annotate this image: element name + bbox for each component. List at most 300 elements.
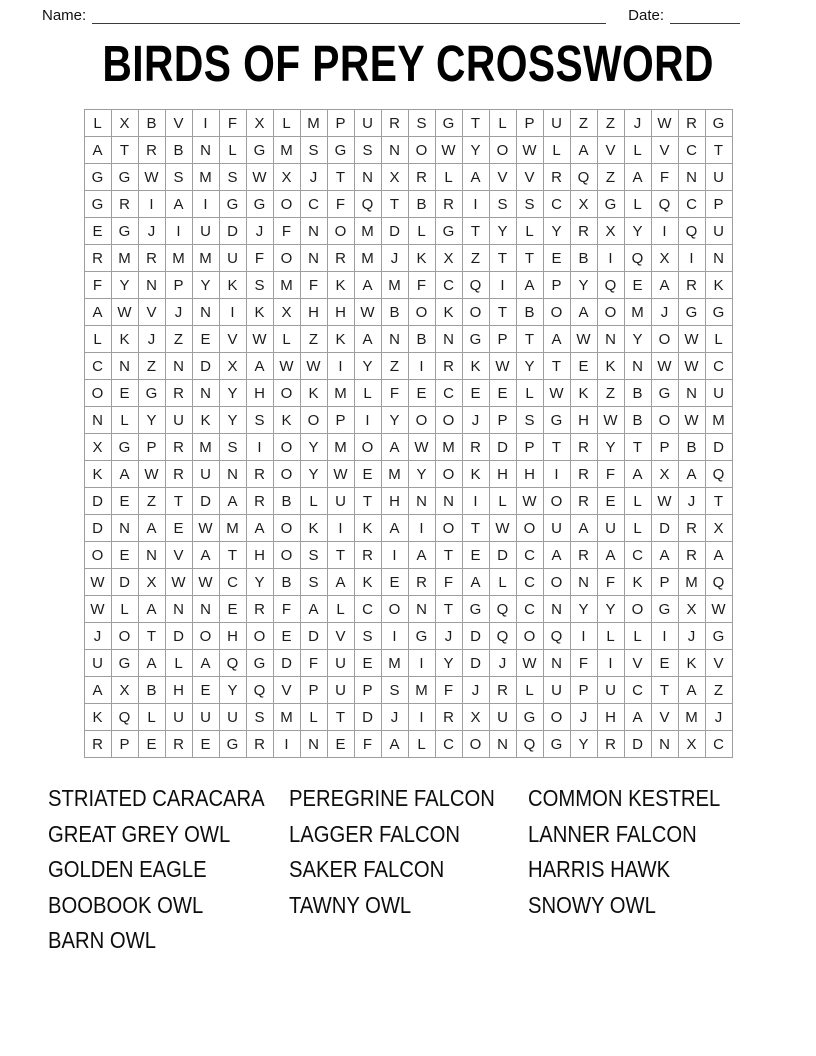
grid-cell: R [679, 515, 706, 542]
grid-cell: M [301, 110, 328, 137]
grid-cell: V [166, 542, 193, 569]
grid-cell: W [193, 515, 220, 542]
grid-cell: Y [409, 461, 436, 488]
grid-cell: T [328, 704, 355, 731]
grid-cell: E [571, 353, 598, 380]
grid-cell: G [112, 650, 139, 677]
grid-cell: Q [598, 272, 625, 299]
grid-cell: M [382, 272, 409, 299]
grid-cell: T [544, 353, 571, 380]
grid-cell: T [139, 623, 166, 650]
grid-cell: B [625, 380, 652, 407]
grid-cell: W [274, 353, 301, 380]
grid-cell: R [679, 542, 706, 569]
grid-cell: V [517, 164, 544, 191]
grid-cell: Y [490, 218, 517, 245]
grid-cell: A [220, 488, 247, 515]
grid-cell: I [409, 650, 436, 677]
grid-cell: J [490, 650, 517, 677]
grid-cell: X [463, 704, 490, 731]
grid-cell: B [679, 434, 706, 461]
grid-cell: R [247, 488, 274, 515]
grid-cell: T [706, 137, 733, 164]
grid-cell: F [409, 272, 436, 299]
grid-cell: D [112, 569, 139, 596]
grid-cell: A [382, 515, 409, 542]
grid-cell: M [274, 137, 301, 164]
grid-cell: O [112, 623, 139, 650]
grid-cell: G [544, 731, 571, 758]
grid-cell: K [355, 515, 382, 542]
word-list-item: LANNER FALCON [528, 820, 697, 847]
grid-cell: P [139, 434, 166, 461]
grid-cell: G [706, 299, 733, 326]
grid-cell: G [544, 407, 571, 434]
grid-cell: P [112, 731, 139, 758]
grid-cell: N [220, 461, 247, 488]
grid-cell: T [355, 488, 382, 515]
grid-cell: G [85, 164, 112, 191]
grid-cell: D [85, 515, 112, 542]
grid-cell: M [409, 677, 436, 704]
grid-cell: I [409, 353, 436, 380]
grid-cell: A [652, 542, 679, 569]
grid-cell: E [463, 380, 490, 407]
grid-cell: P [517, 434, 544, 461]
grid-cell: I [598, 245, 625, 272]
grid-cell: U [355, 110, 382, 137]
grid-cell: I [193, 191, 220, 218]
grid-cell: A [139, 596, 166, 623]
grid-cell: W [301, 353, 328, 380]
grid-cell: A [544, 542, 571, 569]
grid-cell: A [409, 542, 436, 569]
grid-cell: A [463, 569, 490, 596]
grid-cell: E [139, 731, 166, 758]
grid-cell: N [490, 731, 517, 758]
page-title: BIRDS OF PREY CROSSWORD [102, 35, 714, 92]
grid-cell: L [544, 137, 571, 164]
grid-cell: M [193, 245, 220, 272]
grid-cell: I [193, 110, 220, 137]
grid-cell: A [355, 272, 382, 299]
grid-cell: M [112, 245, 139, 272]
grid-cell: N [301, 731, 328, 758]
grid-cell: A [247, 515, 274, 542]
grid-cell: A [301, 596, 328, 623]
grid-cell: R [247, 731, 274, 758]
grid-cell: A [625, 704, 652, 731]
grid-cell: Y [436, 650, 463, 677]
grid-cell: S [355, 137, 382, 164]
grid-cell: T [112, 137, 139, 164]
grid-cell: T [544, 434, 571, 461]
grid-cell: K [355, 569, 382, 596]
word-list-item: BARN OWL [48, 927, 156, 954]
grid-cell: A [193, 542, 220, 569]
grid-cell: B [274, 488, 301, 515]
grid-cell: J [247, 218, 274, 245]
grid-cell: U [706, 380, 733, 407]
grid-cell: N [193, 596, 220, 623]
grid-cell: H [571, 407, 598, 434]
grid-cell: Y [220, 380, 247, 407]
grid-cell: G [436, 218, 463, 245]
grid-cell: S [517, 407, 544, 434]
grid-cell: E [112, 542, 139, 569]
grid-cell: I [409, 704, 436, 731]
grid-cell: I [355, 407, 382, 434]
grid-cell: B [571, 245, 598, 272]
grid-cell: A [706, 542, 733, 569]
grid-cell: L [139, 704, 166, 731]
grid-cell: L [409, 218, 436, 245]
grid-cell: H [247, 380, 274, 407]
grid-cell: J [382, 245, 409, 272]
grid-cell: U [193, 704, 220, 731]
grid-cell: H [220, 623, 247, 650]
grid-cell: Y [625, 326, 652, 353]
grid-cell: O [382, 596, 409, 623]
grid-cell: W [517, 137, 544, 164]
grid-cell: U [544, 515, 571, 542]
grid-cell: K [301, 380, 328, 407]
grid-cell: Y [139, 407, 166, 434]
grid-cell: D [85, 488, 112, 515]
grid-cell: L [301, 488, 328, 515]
grid-cell: U [598, 677, 625, 704]
grid-cell: P [652, 434, 679, 461]
grid-cell: P [328, 110, 355, 137]
grid-cell: V [139, 299, 166, 326]
grid-cell: O [544, 704, 571, 731]
grid-cell: B [166, 137, 193, 164]
word-list-item: LAGGER FALCON [289, 820, 460, 847]
grid-cell: D [193, 353, 220, 380]
grid-cell: T [463, 110, 490, 137]
word-list-column [48, 781, 289, 959]
grid-cell: C [625, 677, 652, 704]
grid-cell: X [274, 164, 301, 191]
grid-cell: K [409, 245, 436, 272]
grid-cell: F [301, 650, 328, 677]
grid-cell: N [598, 326, 625, 353]
grid-cell: R [571, 461, 598, 488]
grid-cell: A [85, 137, 112, 164]
grid-cell: I [274, 731, 301, 758]
word-list-item: SAKER FALCON [289, 856, 445, 883]
word-list-item: GOLDEN EAGLE [48, 856, 207, 883]
grid-cell: A [85, 299, 112, 326]
grid-cell: P [490, 326, 517, 353]
grid-cell: M [193, 434, 220, 461]
grid-cell: R [409, 569, 436, 596]
grid-cell: R [85, 245, 112, 272]
grid-cell: J [166, 299, 193, 326]
grid-cell: S [247, 407, 274, 434]
grid-cell: O [328, 218, 355, 245]
grid-cell: W [85, 596, 112, 623]
grid-cell: A [382, 731, 409, 758]
grid-cell: T [166, 488, 193, 515]
grid-cell: X [652, 461, 679, 488]
grid-cell: G [220, 731, 247, 758]
grid-cell: E [193, 731, 220, 758]
grid-cell: W [112, 299, 139, 326]
grid-cell: I [166, 218, 193, 245]
grid-cell: T [328, 542, 355, 569]
grid-cell: R [247, 596, 274, 623]
grid-cell: U [490, 704, 517, 731]
grid-cell: R [112, 191, 139, 218]
grid-cell: W [193, 569, 220, 596]
grid-cell: Q [517, 731, 544, 758]
grid-cell: U [166, 704, 193, 731]
grid-cell: U [706, 164, 733, 191]
grid-cell: X [679, 596, 706, 623]
grid-cell: L [625, 488, 652, 515]
grid-cell: F [436, 677, 463, 704]
grid-cell: Q [679, 218, 706, 245]
grid-cell: R [382, 110, 409, 137]
grid-cell: U [85, 650, 112, 677]
grid-cell: G [598, 191, 625, 218]
grid-cell: N [193, 299, 220, 326]
grid-cell: Q [490, 623, 517, 650]
grid-cell: K [571, 380, 598, 407]
grid-cell: S [517, 191, 544, 218]
grid-cell: E [598, 488, 625, 515]
grid-cell: S [490, 191, 517, 218]
grid-cell: A [625, 461, 652, 488]
word-list-item: SNOWY OWL [528, 891, 656, 918]
grid-cell: Y [571, 596, 598, 623]
grid-cell: W [544, 380, 571, 407]
word-list-item: STRIATED CARACARA [48, 785, 265, 811]
grid-cell: H [517, 461, 544, 488]
grid-cell: A [112, 461, 139, 488]
grid-cell: T [517, 326, 544, 353]
grid-cell: L [598, 623, 625, 650]
grid-cell: A [625, 164, 652, 191]
grid-cell: W [706, 596, 733, 623]
grid-cell: J [382, 704, 409, 731]
grid-cell: R [166, 434, 193, 461]
grid-cell: W [679, 353, 706, 380]
grid-cell: W [490, 353, 517, 380]
grid-cell: I [220, 299, 247, 326]
grid-cell: C [544, 191, 571, 218]
grid-cell: A [139, 650, 166, 677]
grid-cell: G [112, 218, 139, 245]
grid-cell: Y [463, 137, 490, 164]
grid-cell: V [625, 650, 652, 677]
grid-cell: G [247, 650, 274, 677]
grid-cell: G [652, 380, 679, 407]
grid-cell: G [85, 191, 112, 218]
grid-cell: P [517, 110, 544, 137]
grid-cell: L [625, 191, 652, 218]
grid-cell: R [247, 461, 274, 488]
grid-cell: I [679, 245, 706, 272]
grid-cell: N [85, 407, 112, 434]
grid-cell: Y [193, 272, 220, 299]
grid-cell: C [679, 191, 706, 218]
grid-cell: F [220, 110, 247, 137]
grid-cell: L [85, 326, 112, 353]
grid-cell: P [571, 677, 598, 704]
grid-cell: V [220, 326, 247, 353]
grid-cell: R [409, 164, 436, 191]
grid-cell: L [625, 623, 652, 650]
grid-cell: P [706, 191, 733, 218]
grid-cell: X [571, 191, 598, 218]
grid-cell: U [544, 110, 571, 137]
grid-cell: T [220, 542, 247, 569]
grid-cell: R [571, 218, 598, 245]
grid-cell: B [139, 110, 166, 137]
grid-cell: H [328, 299, 355, 326]
grid-cell: G [409, 623, 436, 650]
word-list-column [289, 781, 528, 959]
grid-cell: Y [112, 272, 139, 299]
grid-cell: O [274, 515, 301, 542]
grid-cell: V [166, 110, 193, 137]
grid-cell: T [517, 245, 544, 272]
grid-cell: L [274, 326, 301, 353]
grid-cell: L [625, 137, 652, 164]
grid-cell: O [274, 191, 301, 218]
grid-cell: C [517, 596, 544, 623]
grid-cell: S [409, 110, 436, 137]
grid-cell: A [571, 137, 598, 164]
grid-cell: H [598, 704, 625, 731]
grid-cell: N [409, 596, 436, 623]
grid-cell: V [490, 164, 517, 191]
grid-cell: O [409, 137, 436, 164]
grid-cell: I [463, 488, 490, 515]
grid-cell: V [706, 650, 733, 677]
grid-cell: A [382, 434, 409, 461]
grid-cell: L [409, 731, 436, 758]
grid-cell: L [166, 650, 193, 677]
grid-cell: A [85, 677, 112, 704]
grid-cell: Y [517, 353, 544, 380]
grid-cell: D [220, 218, 247, 245]
grid-cell: P [328, 407, 355, 434]
grid-cell: K [193, 407, 220, 434]
grid-cell: E [220, 596, 247, 623]
grid-cell: A [598, 542, 625, 569]
grid-cell: M [679, 704, 706, 731]
grid-cell: E [355, 650, 382, 677]
grid-cell: J [301, 164, 328, 191]
title-wrap [0, 34, 816, 93]
grid-cell: X [598, 218, 625, 245]
grid-cell: P [355, 677, 382, 704]
grid-cell: O [598, 299, 625, 326]
grid-cell: C [436, 731, 463, 758]
grid-cell: D [625, 731, 652, 758]
word-list-item: GREAT GREY OWL [48, 820, 231, 847]
grid-cell: M [679, 569, 706, 596]
grid-cell: S [220, 164, 247, 191]
grid-cell: U [328, 488, 355, 515]
grid-cell: W [652, 353, 679, 380]
grid-cell: O [274, 434, 301, 461]
grid-cell: N [382, 137, 409, 164]
grid-cell: U [193, 461, 220, 488]
grid-cell: Q [706, 569, 733, 596]
grid-cell: L [625, 515, 652, 542]
grid-cell: N [652, 731, 679, 758]
grid-cell: O [274, 380, 301, 407]
grid-cell: N [139, 542, 166, 569]
grid-cell: E [463, 542, 490, 569]
grid-cell: H [490, 461, 517, 488]
grid-cell: O [436, 461, 463, 488]
grid-cell: A [679, 677, 706, 704]
grid-cell: K [598, 353, 625, 380]
grid-cell: L [490, 569, 517, 596]
grid-cell: O [85, 380, 112, 407]
grid-cell: N [409, 488, 436, 515]
grid-cell: O [652, 326, 679, 353]
grid-cell: K [463, 461, 490, 488]
grid-cell: U [193, 218, 220, 245]
grid-cell: M [193, 164, 220, 191]
word-list-item: TAWNY OWL [289, 891, 412, 918]
grid-cell: Q [112, 704, 139, 731]
grid-cell: W [598, 407, 625, 434]
grid-cell: E [409, 380, 436, 407]
grid-cell: J [679, 623, 706, 650]
grid-cell: M [355, 218, 382, 245]
grid-cell: N [625, 353, 652, 380]
grid-cell: K [85, 461, 112, 488]
grid-cell: L [85, 110, 112, 137]
grid-cell: X [139, 569, 166, 596]
grid-cell: L [112, 596, 139, 623]
grid-cell: K [625, 569, 652, 596]
grid-cell: C [301, 191, 328, 218]
grid-cell: E [490, 380, 517, 407]
grid-cell: J [625, 110, 652, 137]
grid-cell: S [382, 677, 409, 704]
grid-cell: I [490, 272, 517, 299]
grid-cell: J [139, 326, 166, 353]
grid-cell: E [166, 515, 193, 542]
word-list-item: PEREGRINE FALCON [289, 785, 495, 811]
grid-cell: F [598, 461, 625, 488]
grid-cell: Z [166, 326, 193, 353]
grid-cell: N [193, 137, 220, 164]
grid-cell: D [193, 488, 220, 515]
grid-cell: R [571, 542, 598, 569]
grid-cell: T [463, 515, 490, 542]
word-search-grid [84, 109, 733, 758]
grid-cell: W [247, 326, 274, 353]
grid-cell: O [463, 299, 490, 326]
grid-cell: V [652, 137, 679, 164]
grid-cell: D [652, 515, 679, 542]
grid-cell: I [652, 218, 679, 245]
grid-cell: N [382, 326, 409, 353]
grid-cell: K [328, 326, 355, 353]
grid-cell: G [517, 704, 544, 731]
grid-cell: R [679, 110, 706, 137]
grid-cell: K [706, 272, 733, 299]
